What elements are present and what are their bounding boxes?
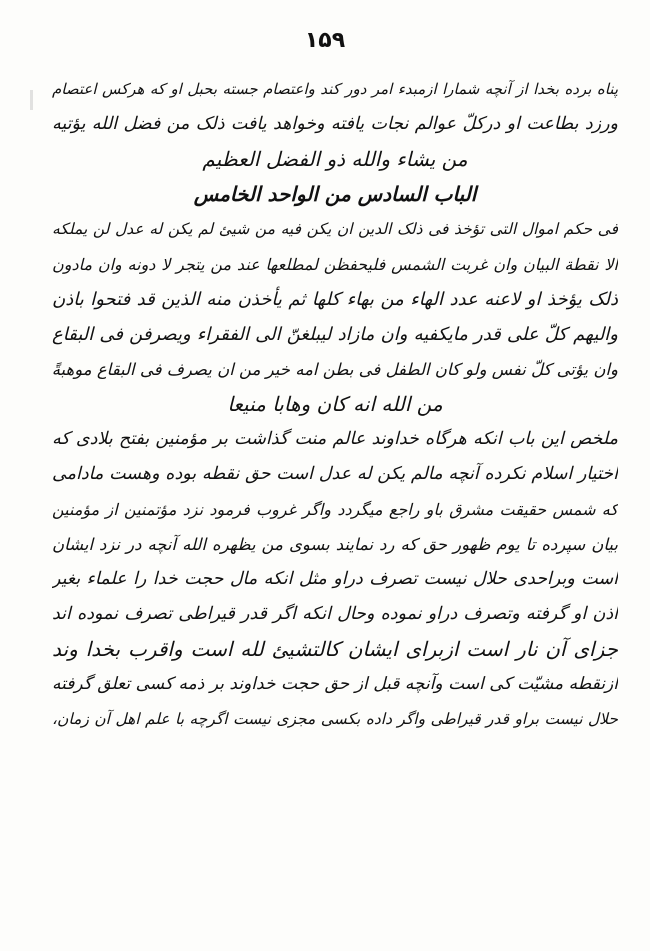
text-line: جزای آن نار است ازبرای ایشان کالتشیئ لله است واقرب بخدا وند xyxy=(52,637,618,661)
page-number: ۱۵۹ xyxy=(304,28,346,53)
text-line: ورزد بطاعت او درکلّ عوالم نجات یافته وخواهد یافت ذلک من فضل الله یؤتیه xyxy=(52,114,618,134)
text-line-centered: من یشاء والله ذو الفضل العظیم xyxy=(202,147,468,171)
text-line: اذن او گرفته وتصرف دراو نموده وحال انکه اگر قدر قیراطی تصرف نموده اند xyxy=(52,604,618,624)
scan-artifact xyxy=(30,90,33,110)
text-line-centered: من الله انه کان وهابا منیعا xyxy=(227,392,443,416)
text-line: پناه برده بخدا از آنچه شمارا ازمبدء امر دور کند واعتصام جسته بحبل او که هرکس اعتصام xyxy=(52,80,618,98)
text-line: الا نقطة البیان وان غربت الشمس فلیحفظن لمطلعها عند من یتجر لا دونه وان مادون xyxy=(52,255,618,274)
text-line: که شمس حقیقت مشرق باو راجع میگردد واگر غروب فرمود نزد مؤتمنین از مؤمنین xyxy=(52,500,618,519)
chapter-heading: الباب السادس من الواحد الخامس xyxy=(193,182,477,206)
text-line: اختیار اسلام نکرده آنچه مالم یکن له عدل است حق نقطه بوده وهست مادامی xyxy=(52,464,618,484)
text-line: وان یؤتی کلّ نفس ولو کان الطفل فی بطن امه خیر من ان یصرف فی البقاع موهبةً xyxy=(52,360,618,379)
body-text xyxy=(52,72,618,737)
text-line: حلال نیست براو قدر قیراطی واگر داده بکسی مجزی نیست اگرچه با علم اهل آن زمان، xyxy=(52,710,618,728)
text-line: ملخص این باب انکه هرگاه خداوند عالم منت گذاشت بر مؤمنین بفتح بلادی که xyxy=(52,429,618,449)
text-line: ذلک یؤخذ او لاعنه عدد الهاء من بهاء کلها ثم یأخذن منه الذین قد فتحوا باذن xyxy=(52,289,618,310)
text-line: والیهم کلّ علی قدر مایکفیه وان مازاد لیبلغنّ الی الفقراء ویصرفن فی البقاع xyxy=(52,324,618,345)
text-line: ازنقطه مشیّت کی است وآنچه قبل از حق حجت خداوند بر ذمه کسی تعلق گرفته xyxy=(52,674,618,694)
text-line: فی حکم اموال التی تؤخذ فی ذلک الدین ان یکن فیه من شیئ لم یکن له عدل لن یملکه xyxy=(52,220,618,238)
text-line: بیان سپرده تا یوم ظهور حق که رد نمایند بسوی من یظهره الله آنچه در نزد ایشان xyxy=(52,535,618,554)
text-line: است وبراحدی حلال نیست تصرف دراو مثل انکه مال حجت خدا را علماء بغیر xyxy=(52,569,618,589)
